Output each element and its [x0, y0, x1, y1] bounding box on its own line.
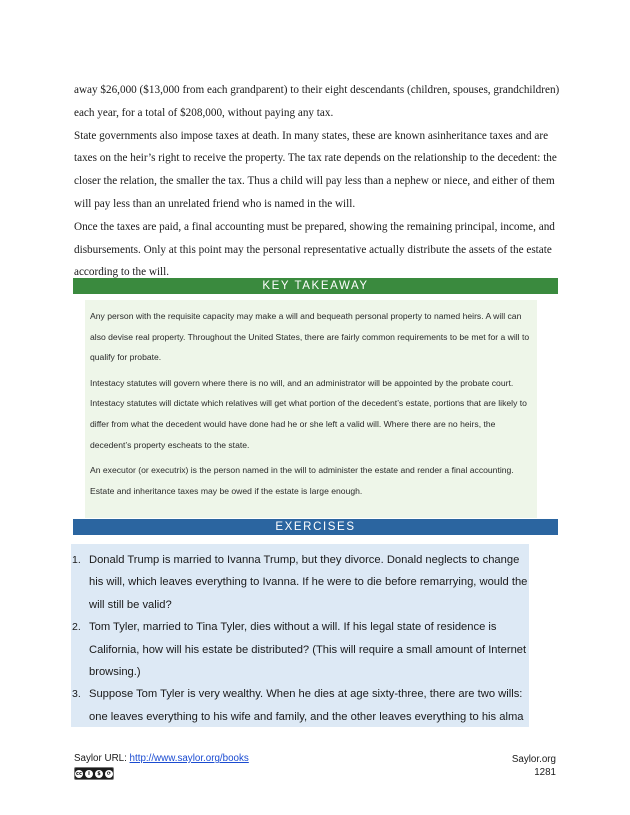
exercise-item — [72, 616, 529, 683]
exercises-list — [72, 549, 529, 727]
exercise-item — [72, 549, 529, 616]
footer-url-label: Saylor URL: — [74, 753, 130, 764]
saylor-books-link[interactable]: http://www.saylor.org/books — [129, 753, 249, 764]
key-takeaway-box — [85, 300, 537, 518]
by-icon: i — [85, 770, 93, 778]
exercise-item — [72, 683, 529, 727]
sa-icon: ⟳ — [106, 770, 112, 777]
exercises-header: EXERCISES — [73, 519, 558, 535]
takeaway-paragraph: An executor (or executrix) is the person named in the will to administer the estate and render a final accounting. Estate and inheritance taxes may be owed if the estate is large enough. — [90, 465, 514, 496]
footer-page-info — [512, 753, 556, 779]
takeaway-paragraph: Any person with the requisite capacity may make a will and bequeath personal property to named heirs. A will can also devise real property. Throughout the United States, there are fairly common requirements to be met for a will to qualify for probate. — [90, 311, 530, 363]
exercises-box — [71, 544, 529, 727]
nc-icon: $ — [95, 770, 103, 778]
body-paragraph: away $26,000 ($13,000 from each grandparent) to their eight descendants (children, spouses, grandchildren) each year, for a total of $208,000, without paying any tax. — [74, 84, 560, 119]
exercise-number: 3. — [72, 688, 81, 701]
creative-commons-license-icon[interactable] — [74, 767, 114, 780]
footer-site: Saylor.org — [511, 754, 556, 765]
cc-icon: cc — [76, 770, 82, 777]
body-paragraph: Once the taxes are paid, a final accounting must be prepared, showing the remaining principal, income, and disbursements. Only at this point may the personal representative actually distribute the assets of the estate according to the will. — [74, 220, 555, 279]
body-paragraph: State governments also impose taxes at death. In many states, these are known asinheritance taxes and are taxes on the heir’s right to receive the property. The tax rate depends on the relationship to the decedent: the closer the relation, the smaller the tax. Thus a child will pay less than a nephew or niece, and either of them will pay less than an unrelated friend who is named in the will. — [74, 129, 557, 210]
page-number: 1281 — [534, 767, 556, 778]
exercise-text: Tom Tyler, married to Tina Tyler, dies without a will. If his legal state of residence is California, how will his estate be distributed? (This will require a small amount of Internet browsing.) — [89, 621, 527, 679]
exercise-text: Suppose Tom Tyler is very wealthy. When he dies at age sixty-three, there are two wills: one leaves everything to his wife and family, and the other leaves everything to his alma — [89, 688, 524, 723]
footer-source — [74, 753, 249, 764]
exercise-text: Donald Trump is married to Ivanna Trump, but they divorce. Donald neglects to change his will, which leaves everything to Ivanna. If he were to die before remarrying, would the will still be valid? — [89, 554, 528, 611]
key-takeaway-header: KEY TAKEAWAY — [73, 278, 558, 294]
exercise-number: 1. — [72, 554, 81, 566]
exercise-number: 2. — [72, 621, 81, 634]
takeaway-paragraph: Intestacy statutes will govern where there is no will, and an administrator will be appointed by the probate court. Intestacy statutes will dictate which relatives will get what portion of the decedent’s estate, portions that are likely to differ from what the decedent would have done had he or she left a valid will. Where there are no heirs, the decedent’s property escheats to the state. — [90, 377, 527, 450]
body-text — [74, 79, 562, 284]
